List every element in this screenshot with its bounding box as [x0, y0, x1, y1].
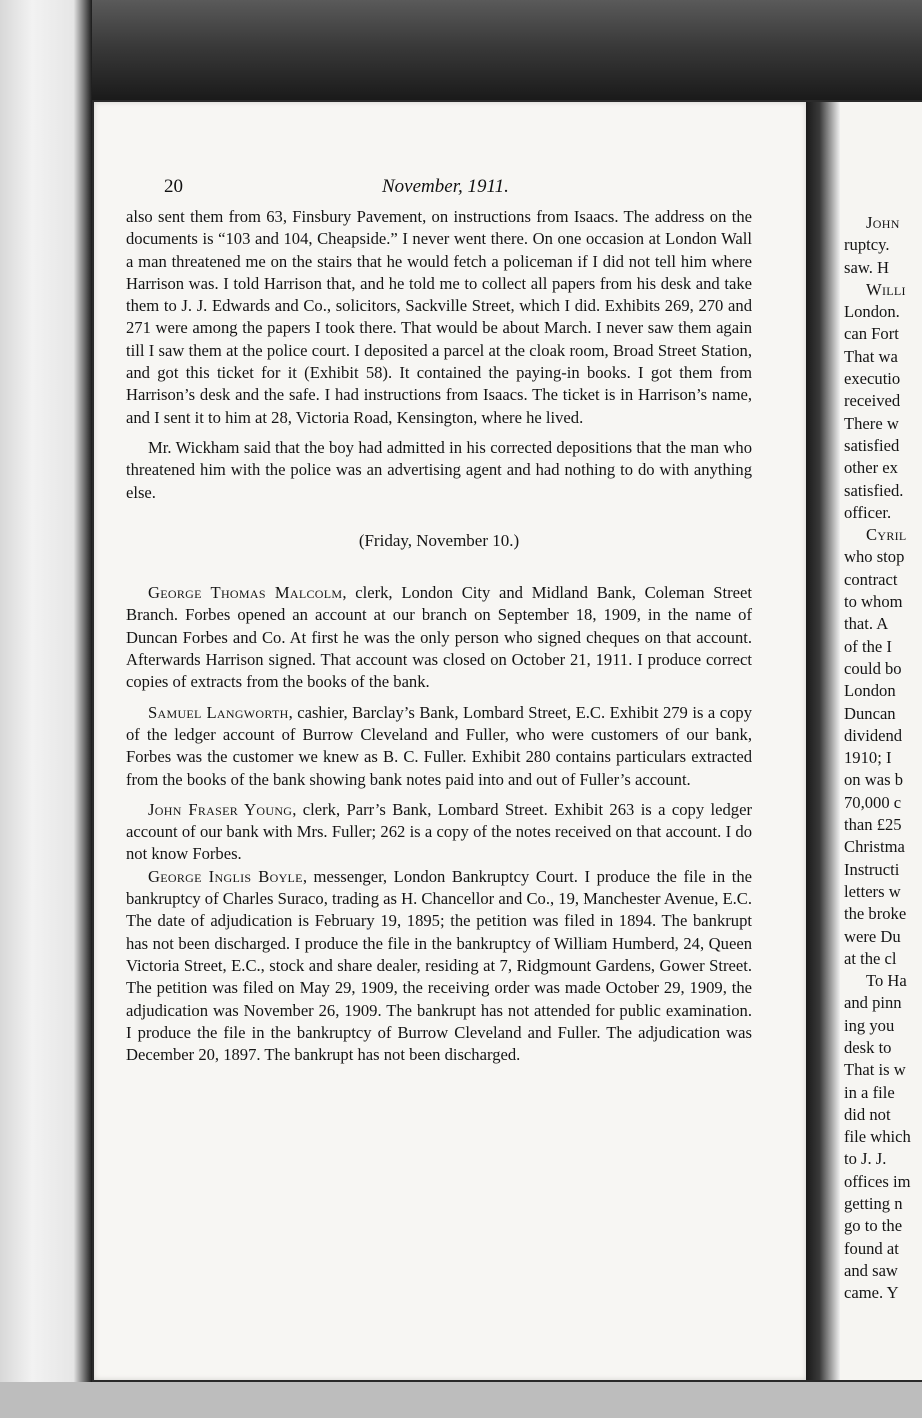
facing-page-line: getting n [844, 1194, 903, 1214]
facing-page-line: received [844, 391, 901, 411]
facing-page-line: in a file [844, 1082, 895, 1102]
facing-page-line: offices im [844, 1171, 911, 1191]
facing-page-line: on was b [844, 770, 903, 790]
scan-border-left [0, 0, 92, 1418]
page-header [164, 176, 764, 200]
witness-text: , cashier, Barclay’s Bank, Lombard Street, E.C. Exhibit 279 is a copy of the ledger account of Burrow Cleveland and Fuller, who were customers of our bank, Forbes was the customer we knew as B. C. Fuller. Exhibit 280 contains particulars extracted from the books of the bank showing bank notes paid into and out of Fuller’s account. [126, 702, 752, 789]
paragraph: also sent them from 63, Finsbury Pavement, on instructions from Isaacs. The address on the documents is “103 and 104, Cheapside.” I never went there. On one occasion at London Wall a man threatened me on the stairs that he would fetch a policeman if I did not tell him where Harrison was. I told Harrison that, and he told me to collect all papers from his desk and take them to J. J. Edwards and Co., solicitors, Sackville Street, which I did. Exhibits 269, 270 and 271 were among the papers I took there. That would be about March. I never saw them again till I saw them at the police court. I deposited a parcel at the cloak room, Broad Street Station, and got this ticket for it (Exhibit 58). It contained the paying-in books. I got them from Harrison’s desk and the safe. I had instructions from Isaacs. The ticket is in Harrison’s name, and I sent it to him at 28, Victoria Road, Kensington, where he lived. [126, 207, 752, 427]
main-text-column [126, 206, 752, 1074]
paragraph: Mr. Wickham said that the boy had admitted in his corrected depositions that the man who threatened him with the police was an advertising agent and had nothing to do with anything else. [126, 437, 752, 502]
witness-paragraph [126, 866, 752, 1067]
facing-page-text [844, 212, 922, 1305]
witness-paragraph [126, 582, 752, 693]
facing-page-line: John [866, 213, 900, 232]
facing-page-line: 70,000 c [844, 792, 902, 812]
facing-page-line: That wa [844, 346, 898, 366]
facing-page-line: letters w [844, 881, 901, 901]
facing-page-line: 1910; I [844, 748, 892, 768]
scan-border-bottom [0, 1382, 922, 1418]
witness-name: Samuel Langworth [148, 702, 289, 722]
facing-page-line: ruptcy. [844, 235, 890, 255]
facing-page-line: at the cl [844, 948, 897, 968]
facing-page-line: of the I [844, 636, 892, 656]
witness-paragraph [126, 702, 752, 791]
scan-border-top [0, 0, 922, 100]
facing-page-line: go to the [844, 1216, 903, 1236]
facing-page-line: did not [844, 1104, 891, 1124]
facing-page-line: Christma [844, 837, 905, 857]
facing-page-line: and saw [844, 1260, 898, 1280]
facing-page-line: London. [844, 302, 900, 322]
book-gutter [806, 102, 840, 1380]
facing-page-line: than £25 [844, 815, 902, 835]
witness-text: , clerk, Parr’s Bank, Lombard Street. Exhibit 263 is a copy ledger account of our bank with Mrs. Fuller; 262 is a copy of the notes received on that account. I do not know Forbes. [126, 799, 752, 864]
facing-page-line: to whom [844, 592, 903, 612]
facing-page-line: to J. J. [844, 1149, 887, 1169]
page-number: 20 [164, 176, 183, 197]
facing-page-line: London [844, 681, 896, 701]
witness-paragraph [126, 799, 752, 866]
facing-page-line: ing you [844, 1015, 895, 1035]
facing-page-line: satisfied [844, 435, 900, 455]
facing-page-line: Willi [866, 279, 906, 299]
facing-page-line: Cyril [866, 525, 907, 545]
witness-name: George Inglis Boyle [148, 866, 303, 886]
facing-page-line: satisfied. [844, 480, 904, 500]
facing-page-line: There w [844, 413, 899, 433]
header-date: November, 1911. [382, 176, 509, 197]
facing-page-line: To Ha [866, 971, 907, 991]
facing-page-line: and pinn [844, 993, 902, 1013]
facing-page-line: file which [844, 1127, 911, 1147]
witness-name: John Fraser Young [148, 799, 293, 819]
facing-page-line: contract [844, 569, 898, 589]
facing-page-line: were Du [844, 926, 901, 946]
facing-page-line: executio [844, 369, 901, 389]
facing-page-line: officer. [844, 502, 892, 522]
facing-page-line: can Fort [844, 324, 899, 344]
facing-page-line: dividend [844, 725, 903, 745]
facing-page-line: other ex [844, 458, 898, 478]
facing-page-line: desk to [844, 1037, 892, 1057]
facing-page-line: could bo [844, 658, 902, 678]
facing-page-line: that. A [844, 614, 889, 634]
witness-name: George Thomas Malcolm [148, 583, 343, 603]
witness-text: , clerk, London City and Midland Bank, Coleman Street Branch. Forbes opened an account at our branch on September 18, 1909, in the name of Duncan Forbes and Co. At first he was the only person who signed cheques on that account. Afterwards Harrison signed. That account was closed on October 21, 1911. I produce correct copies of extracts from the books of the bank. [126, 583, 752, 692]
witness-text: , messenger, London Bankruptcy Court. I produce the file in the bankruptcy of Charles Suraco, trading as H. Chancellor and Co., 19, Manchester Avenue, E.C. The date of adjudication is February 19, 1895; the petition was filed in 1894. The bankrupt has not been discharged. I produce the file in the bankruptcy of William Humberd, 24, Queen Victoria Street, E.C., stock and share dealer, residing at 7, Ridgmount Gardens, Gower Street. The petition was filed on May 29, 1909, the receiving order was made October 29, 1909, the adjudication was November 26, 1909. The bankrupt has not attended for public examination. I produce the file in the bankruptcy of Burrow Cleveland and Fuller. The adjudication was December 20, 1897. The bankrupt has not been discharged. [126, 866, 753, 1065]
facing-page-line: That is w [844, 1060, 906, 1080]
facing-page-line: Duncan [844, 703, 896, 723]
section-heading: (Friday, November 10.) [358, 530, 520, 550]
facing-page-line: found at [844, 1238, 899, 1258]
facing-page-line: who stop [844, 547, 905, 567]
facing-page-line: Instructi [844, 859, 900, 879]
facing-page-line: saw. H [844, 257, 890, 277]
facing-page-line: came. Y [844, 1283, 899, 1303]
facing-page-line: the broke [844, 904, 907, 924]
